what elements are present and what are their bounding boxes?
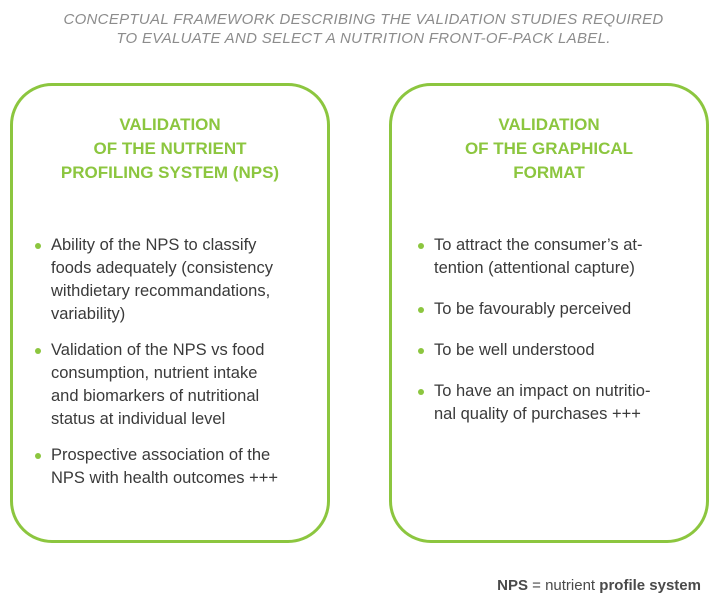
- graphical-items-list: [418, 234, 696, 444]
- bullet-icon: [418, 307, 424, 313]
- list-item: To be favourably perceived: [418, 298, 696, 321]
- legend-bold: profile system: [599, 577, 701, 594]
- figure-caption: [0, 10, 727, 48]
- bullet-icon: [35, 348, 41, 354]
- bullet-icon: [35, 453, 41, 459]
- nps-validation-panel: [10, 83, 330, 543]
- list-item: To be well understood: [418, 339, 696, 362]
- caption-line-1: CONCEPTUAL FRAMEWORK DESCRIBING THE VALIDATION STUDIES REQUIRED: [63, 11, 664, 28]
- list-item: Prospective association of the NPS with health outcomes +++: [35, 444, 313, 490]
- nps-panel-title: VALIDATION OF THE NUTRIENT PROFILING SYSTEM (NPS): [60, 115, 280, 182]
- list-item: To attract the consumer’s at- tention (attentional capture): [418, 234, 696, 280]
- nps-items-list: [35, 234, 313, 503]
- legend-abbr: NPS: [497, 577, 528, 594]
- abbreviation-legend: [497, 577, 701, 594]
- caption-line-2: TO EVALUATE AND SELECT A NUTRITION FRONT-OF-PACK LABEL.: [116, 30, 611, 47]
- list-item: Ability of the NPS to classify foods adequately (consistency withdietary recommandations, variability): [35, 234, 313, 326]
- bullet-icon: [418, 243, 424, 249]
- list-item: Validation of the NPS vs food consumption, nutrient intake and biomarkers of nutritional status at individual level: [35, 339, 313, 431]
- legend-plain: nutrient: [545, 577, 596, 594]
- bullet-icon: [35, 243, 41, 249]
- graphical-panel-title: VALIDATION OF THE GRAPHICAL FORMAT: [464, 115, 634, 182]
- bullet-icon: [418, 389, 424, 395]
- graphical-format-panel: [389, 83, 709, 543]
- bullet-icon: [418, 348, 424, 354]
- legend-equals: =: [532, 577, 541, 594]
- list-item: To have an impact on nutritio- nal quality of purchases +++: [418, 380, 696, 426]
